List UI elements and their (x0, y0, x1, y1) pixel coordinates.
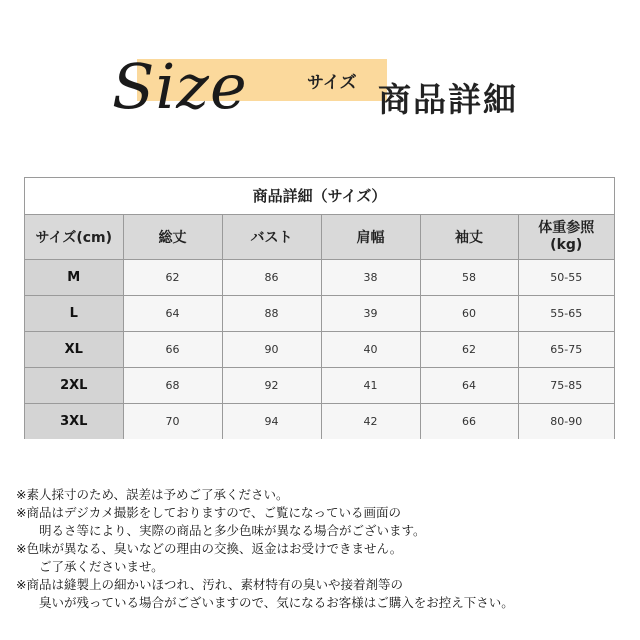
col-header-weight-line2: (kg) (550, 237, 583, 253)
cell-length: 66 (123, 332, 222, 368)
col-header-weight-line1: 体重参照 (538, 220, 595, 236)
cell-shoulder: 38 (321, 260, 420, 296)
col-header-sleeve: 袖丈 (420, 215, 518, 260)
col-header-size: サイズ(cm) (25, 215, 123, 260)
table-row (25, 368, 614, 404)
cell-bust: 86 (222, 260, 321, 296)
table-row (25, 296, 614, 332)
size-chart (24, 177, 615, 439)
size-table (25, 215, 614, 439)
col-header-shoulder: 肩幅 (321, 215, 420, 260)
cell-size: 3XL (25, 404, 123, 440)
note-line: ご了承くださいませ。 (39, 559, 164, 574)
cell-weight: 65-75 (518, 332, 614, 368)
cell-shoulder: 39 (321, 296, 420, 332)
cell-length: 64 (123, 296, 222, 332)
table-row (25, 404, 614, 440)
cell-length: 70 (123, 404, 222, 440)
header-kana: サイズ (307, 73, 357, 93)
cell-size: M (25, 260, 123, 296)
cell-weight: 55-65 (518, 296, 614, 332)
cell-weight: 75-85 (518, 368, 614, 404)
cell-size: XL (25, 332, 123, 368)
cell-sleeve: 66 (420, 404, 518, 440)
cell-sleeve: 62 (420, 332, 518, 368)
cell-size: 2XL (25, 368, 123, 404)
note-line: 臭いが残っている場合がございますので、気になるお客様はご購入をお控え下さい。 (39, 595, 514, 610)
table-header-row (25, 215, 614, 260)
cell-bust: 90 (222, 332, 321, 368)
table-row (25, 260, 614, 296)
col-header-weight (518, 215, 614, 260)
cell-weight: 50-55 (518, 260, 614, 296)
cell-shoulder: 42 (321, 404, 420, 440)
cell-bust: 92 (222, 368, 321, 404)
page-header (0, 0, 640, 150)
cell-weight: 80-90 (518, 404, 614, 440)
header-script-word: Size (112, 50, 248, 123)
cell-bust: 94 (222, 404, 321, 440)
notes-section (16, 486, 626, 612)
cell-sleeve: 60 (420, 296, 518, 332)
note-line: ※商品はデジカメ撮影をしておりますので、ご覧になっている画面の (16, 505, 401, 520)
table-row (25, 332, 614, 368)
note-line: ※素人採寸のため、誤差は予めご了承ください。 (16, 487, 289, 502)
cell-shoulder: 40 (321, 332, 420, 368)
note-line: ※商品は縫製上の細かいほつれ、汚れ、素材特有の臭いや接着剤等の (16, 577, 403, 592)
table-caption: 商品詳細（サイズ） (25, 178, 614, 215)
cell-shoulder: 41 (321, 368, 420, 404)
cell-length: 62 (123, 260, 222, 296)
cell-bust: 88 (222, 296, 321, 332)
cell-sleeve: 64 (420, 368, 518, 404)
page-title: 商品詳細 (378, 80, 518, 119)
note-line: ※色味が異なる、臭いなどの理由の交換、返金はお受けできません。 (16, 541, 403, 556)
cell-sleeve: 58 (420, 260, 518, 296)
col-header-bust: バスト (222, 215, 321, 260)
col-header-length: 総丈 (123, 215, 222, 260)
cell-size: L (25, 296, 123, 332)
cell-length: 68 (123, 368, 222, 404)
note-line: 明るさ等により、実際の商品と多少色味が異なる場合がございます。 (39, 523, 426, 538)
